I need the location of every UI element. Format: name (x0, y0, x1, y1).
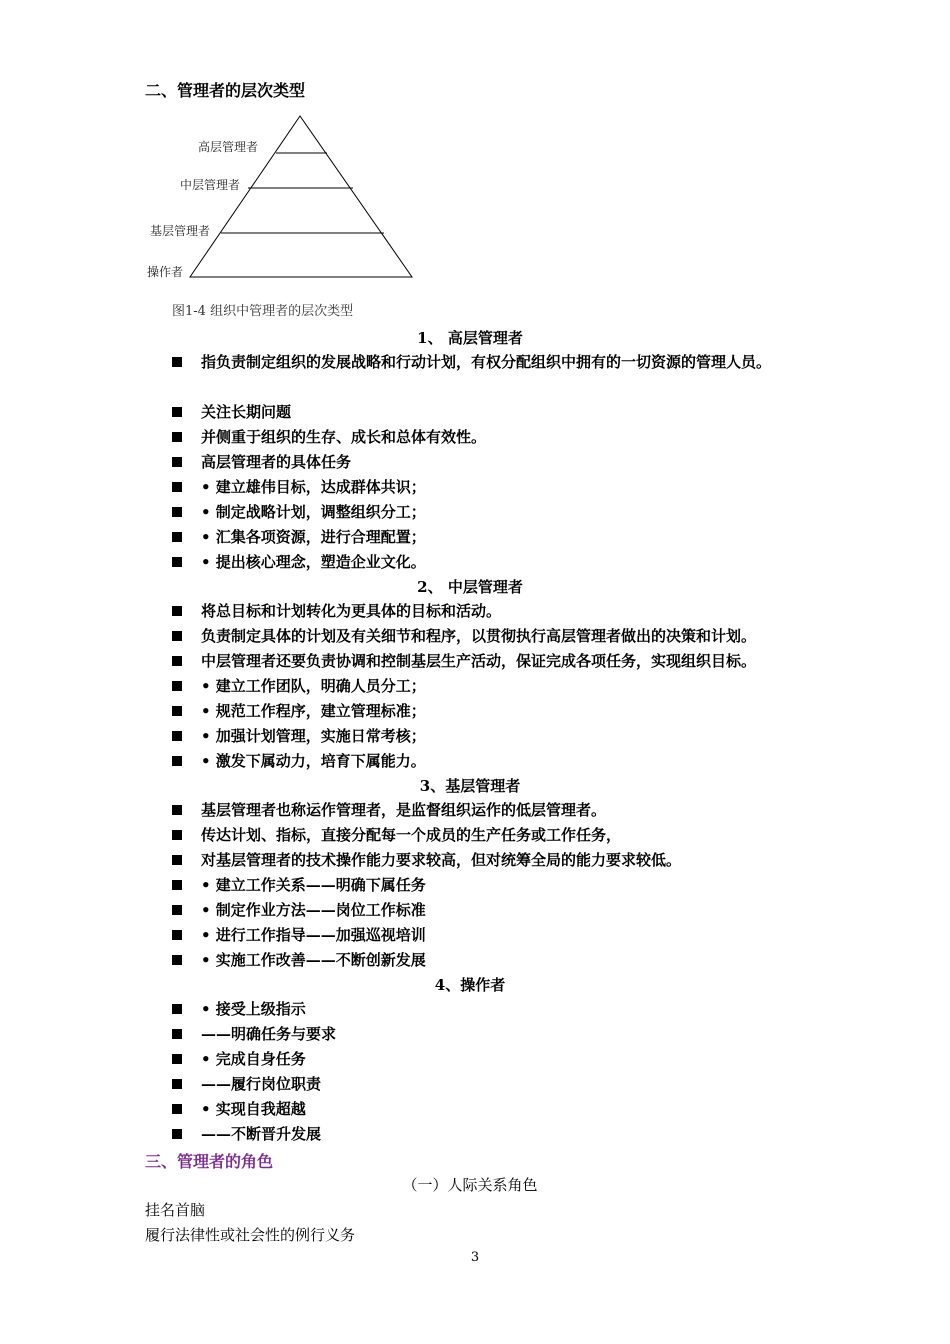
square-bullet-icon (172, 880, 182, 890)
square-bullet-icon (172, 805, 182, 815)
pyramid-label-base: 基层管理者 (150, 224, 211, 238)
square-bullet-icon (172, 1029, 182, 1039)
square-bullet-icon (172, 756, 182, 766)
square-bullet-icon (172, 681, 182, 691)
pyramid-label-operator: 操作者 (147, 265, 184, 279)
square-bullet-icon (172, 407, 182, 417)
page-number: 3 (470, 1250, 480, 1265)
subsection-heading-middle: 2、 中层管理者 (417, 578, 523, 596)
square-bullet-icon (172, 656, 182, 666)
subsection-heading-top: 1、 高层管理者 (417, 329, 523, 347)
square-bullet-icon (172, 631, 182, 641)
square-bullet-icon (172, 357, 182, 367)
square-bullet-icon (172, 731, 182, 741)
subsection-heading-operator: 4、操作者 (434, 976, 506, 994)
square-bullet-icon (172, 905, 182, 915)
section-title: 二、管理者的层次类型 (145, 81, 306, 100)
pyramid-diagram (140, 112, 430, 287)
square-bullet-icon (172, 606, 182, 616)
square-bullet-icon (172, 1004, 182, 1014)
square-bullet-icon (172, 1054, 182, 1064)
square-bullet-icon (172, 457, 182, 467)
square-bullet-icon (172, 1129, 182, 1139)
square-bullet-icon (172, 1104, 182, 1114)
roles-subheading: （一）人际关系角色 (402, 1176, 538, 1194)
figure-caption: 图1-4 组织中管理者的层次类型 (172, 304, 354, 319)
pyramid-label-middle: 中层管理者 (180, 178, 241, 192)
square-bullet-icon (172, 482, 182, 492)
pyramid-label-top: 高层管理者 (198, 140, 259, 154)
square-bullet-icon (172, 532, 182, 542)
square-bullet-icon (172, 855, 182, 865)
square-bullet-icon (172, 557, 182, 567)
pyramid-figure (140, 112, 430, 287)
square-bullet-icon (172, 1079, 182, 1089)
section-title-roles: 三、管理者的角色 (145, 1152, 274, 1171)
square-bullet-icon (172, 507, 182, 517)
square-bullet-icon (172, 830, 182, 840)
square-bullet-icon (172, 955, 182, 965)
square-bullet-icon (172, 930, 182, 940)
roles-line: 挂名首脑 (145, 1201, 206, 1219)
square-bullet-icon (172, 706, 182, 716)
subsection-heading-base: 3、基层管理者 (419, 777, 521, 795)
roles-line: 履行法律性或社会性的例行义务 (145, 1226, 356, 1244)
square-bullet-icon (172, 432, 182, 442)
